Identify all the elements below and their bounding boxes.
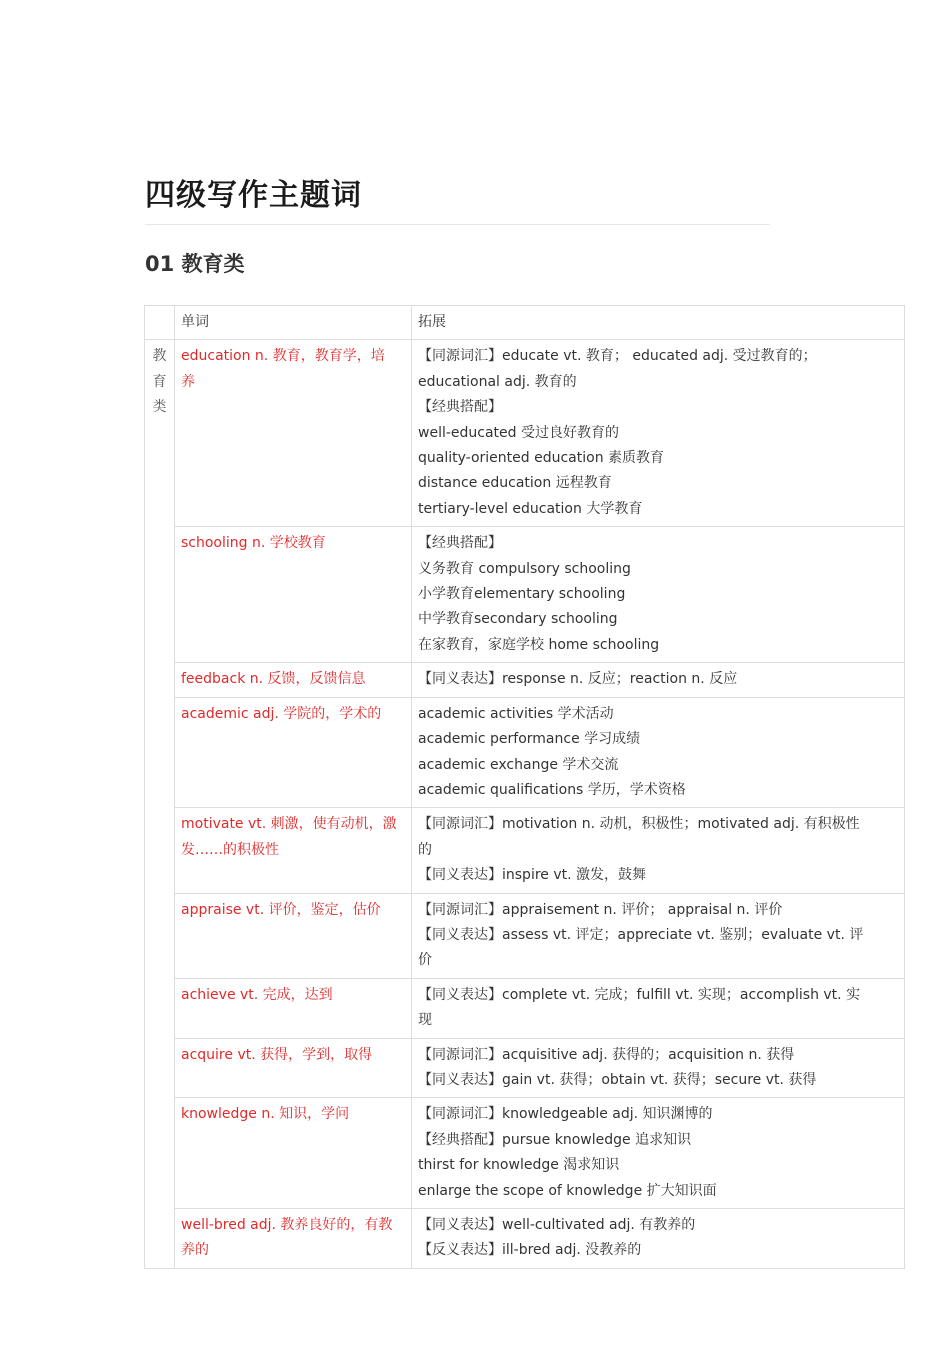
extension-line: academic qualifications 学历，学术资格	[418, 781, 686, 798]
word-line: appraise vt. 评价，鉴定，估价	[181, 901, 381, 918]
word-line: schooling n. 学校教育	[181, 535, 326, 552]
word-cell	[175, 808, 412, 893]
word-line: knowledge n. 知识，学问	[181, 1106, 350, 1123]
table-row	[145, 1209, 905, 1269]
word-line: academic adj. 学院的，学术的	[181, 705, 382, 722]
word-line: well-bred adj. 教养良好的，有教	[181, 1217, 393, 1233]
word-cell	[175, 663, 412, 697]
vocabulary-table	[144, 305, 905, 1269]
word-cell	[175, 1038, 412, 1098]
extension-line: academic exchange 学术交流	[418, 756, 619, 773]
extension-cell	[412, 527, 905, 663]
page-title: 四级写作主题词	[145, 178, 362, 213]
extension-line: 的	[418, 841, 432, 858]
category-char: 类	[152, 399, 167, 416]
extension-line: 【反义表达】ill-bred adj. 没教养的	[418, 1242, 642, 1259]
extension-line: 【同源词汇】educate vt. 教育； educated adj. 受过教育的；	[418, 348, 817, 365]
extension-cell	[412, 893, 905, 978]
vocabulary-table-viewport	[144, 305, 864, 1262]
table-row	[145, 978, 905, 1038]
title-divider	[145, 224, 770, 225]
word-line: motivate vt. 刺激，使有动机，激	[181, 816, 397, 833]
extension-line: thirst for knowledge 渴求知识	[418, 1157, 620, 1174]
extension-line: 【同义表达】inspire vt. 激发，鼓舞	[418, 867, 647, 884]
extension-line: quality-oriented education 素质教育	[418, 450, 665, 467]
extension-line: 【经典搭配】pursue knowledge 追求知识	[418, 1131, 692, 1148]
table-header-row	[145, 306, 905, 340]
section-title: 01 教育类	[145, 252, 245, 276]
word-line: achieve vt. 完成，达到	[181, 986, 333, 1003]
extension-line: academic activities 学术活动	[418, 705, 614, 722]
extension-line: 【同义表达】response n. 反应；reaction n. 反应	[418, 671, 738, 688]
extension-line: 现	[418, 1012, 432, 1029]
table-row	[145, 663, 905, 697]
header-extension: 拓展	[412, 306, 905, 340]
extension-cell	[412, 808, 905, 893]
extension-line: 【同源词汇】motivation n. 动机，积极性；motivated adj. 有积极性	[418, 816, 860, 833]
category-char: 育	[152, 373, 167, 390]
extension-line: educational adj. 教育的	[418, 373, 577, 390]
word-cell	[175, 1098, 412, 1209]
extension-cell	[412, 663, 905, 697]
table-row	[145, 893, 905, 978]
word-cell	[175, 1209, 412, 1269]
extension-line: 【同源词汇】acquisitive adj. 获得的；acquisition n. 获得	[418, 1046, 795, 1063]
extension-line: 【同义表达】gain vt. 获得；obtain vt. 获得；secure vt. 获得	[418, 1071, 817, 1088]
extension-line: 价	[418, 952, 432, 969]
word-line: acquire vt. 获得，学到，取得	[181, 1046, 373, 1063]
table-row	[145, 1038, 905, 1098]
extension-line: 【同义表达】assess vt. 评定；appreciate vt. 鉴别；evaluate vt. 评	[418, 926, 864, 943]
word-cell	[175, 340, 412, 527]
extension-line: 【同源词汇】knowledgeable adj. 知识渊博的	[418, 1106, 713, 1123]
word-line: 发……的积极性	[181, 841, 279, 858]
word-cell	[175, 697, 412, 808]
table-row	[145, 697, 905, 808]
extension-line: 【同义表达】complete vt. 完成；fulfill vt. 实现；accomplish vt. 实	[418, 986, 861, 1003]
word-line: 养	[181, 373, 195, 390]
word-line: education n. 教育，教育学，培	[181, 348, 385, 365]
extension-line: well-educated 受过良好教育的	[418, 424, 619, 441]
extension-line: 在家教育，家庭学校 home schooling	[418, 636, 660, 653]
header-word: 单词	[175, 306, 412, 340]
word-cell	[175, 527, 412, 663]
table-row	[145, 340, 905, 527]
extension-line: academic performance 学习成绩	[418, 731, 641, 748]
extension-cell	[412, 697, 905, 808]
extension-line: 【同义表达】well-cultivated adj. 有教养的	[418, 1217, 696, 1233]
extension-line: distance education 远程教育	[418, 475, 612, 492]
category-cell	[145, 340, 175, 1268]
table-row	[145, 1098, 905, 1209]
extension-line: 义务教育 compulsory schooling	[418, 560, 631, 577]
extension-line: 中学教育secondary schooling	[418, 611, 618, 628]
category-char: 教	[152, 348, 167, 365]
extension-cell	[412, 978, 905, 1038]
extension-line: tertiary-level education 大学教育	[418, 500, 643, 517]
extension-line: 【经典搭配】	[418, 535, 502, 552]
extension-cell	[412, 1038, 905, 1098]
header-category	[145, 306, 175, 340]
extension-cell	[412, 1209, 905, 1269]
word-cell	[175, 893, 412, 978]
extension-line: 小学教育elementary schooling	[418, 586, 626, 603]
word-line: 养的	[181, 1242, 209, 1259]
table-row	[145, 808, 905, 893]
table-row	[145, 527, 905, 663]
extension-line: enlarge the scope of knowledge 扩大知识面	[418, 1182, 717, 1199]
word-cell	[175, 978, 412, 1038]
word-line: feedback n. 反馈，反馈信息	[181, 671, 366, 688]
extension-cell	[412, 1098, 905, 1209]
extension-cell	[412, 340, 905, 527]
extension-line: 【同源词汇】appraisement n. 评价； appraisal n. 评价	[418, 901, 783, 918]
extension-line: 【经典搭配】	[418, 399, 502, 416]
